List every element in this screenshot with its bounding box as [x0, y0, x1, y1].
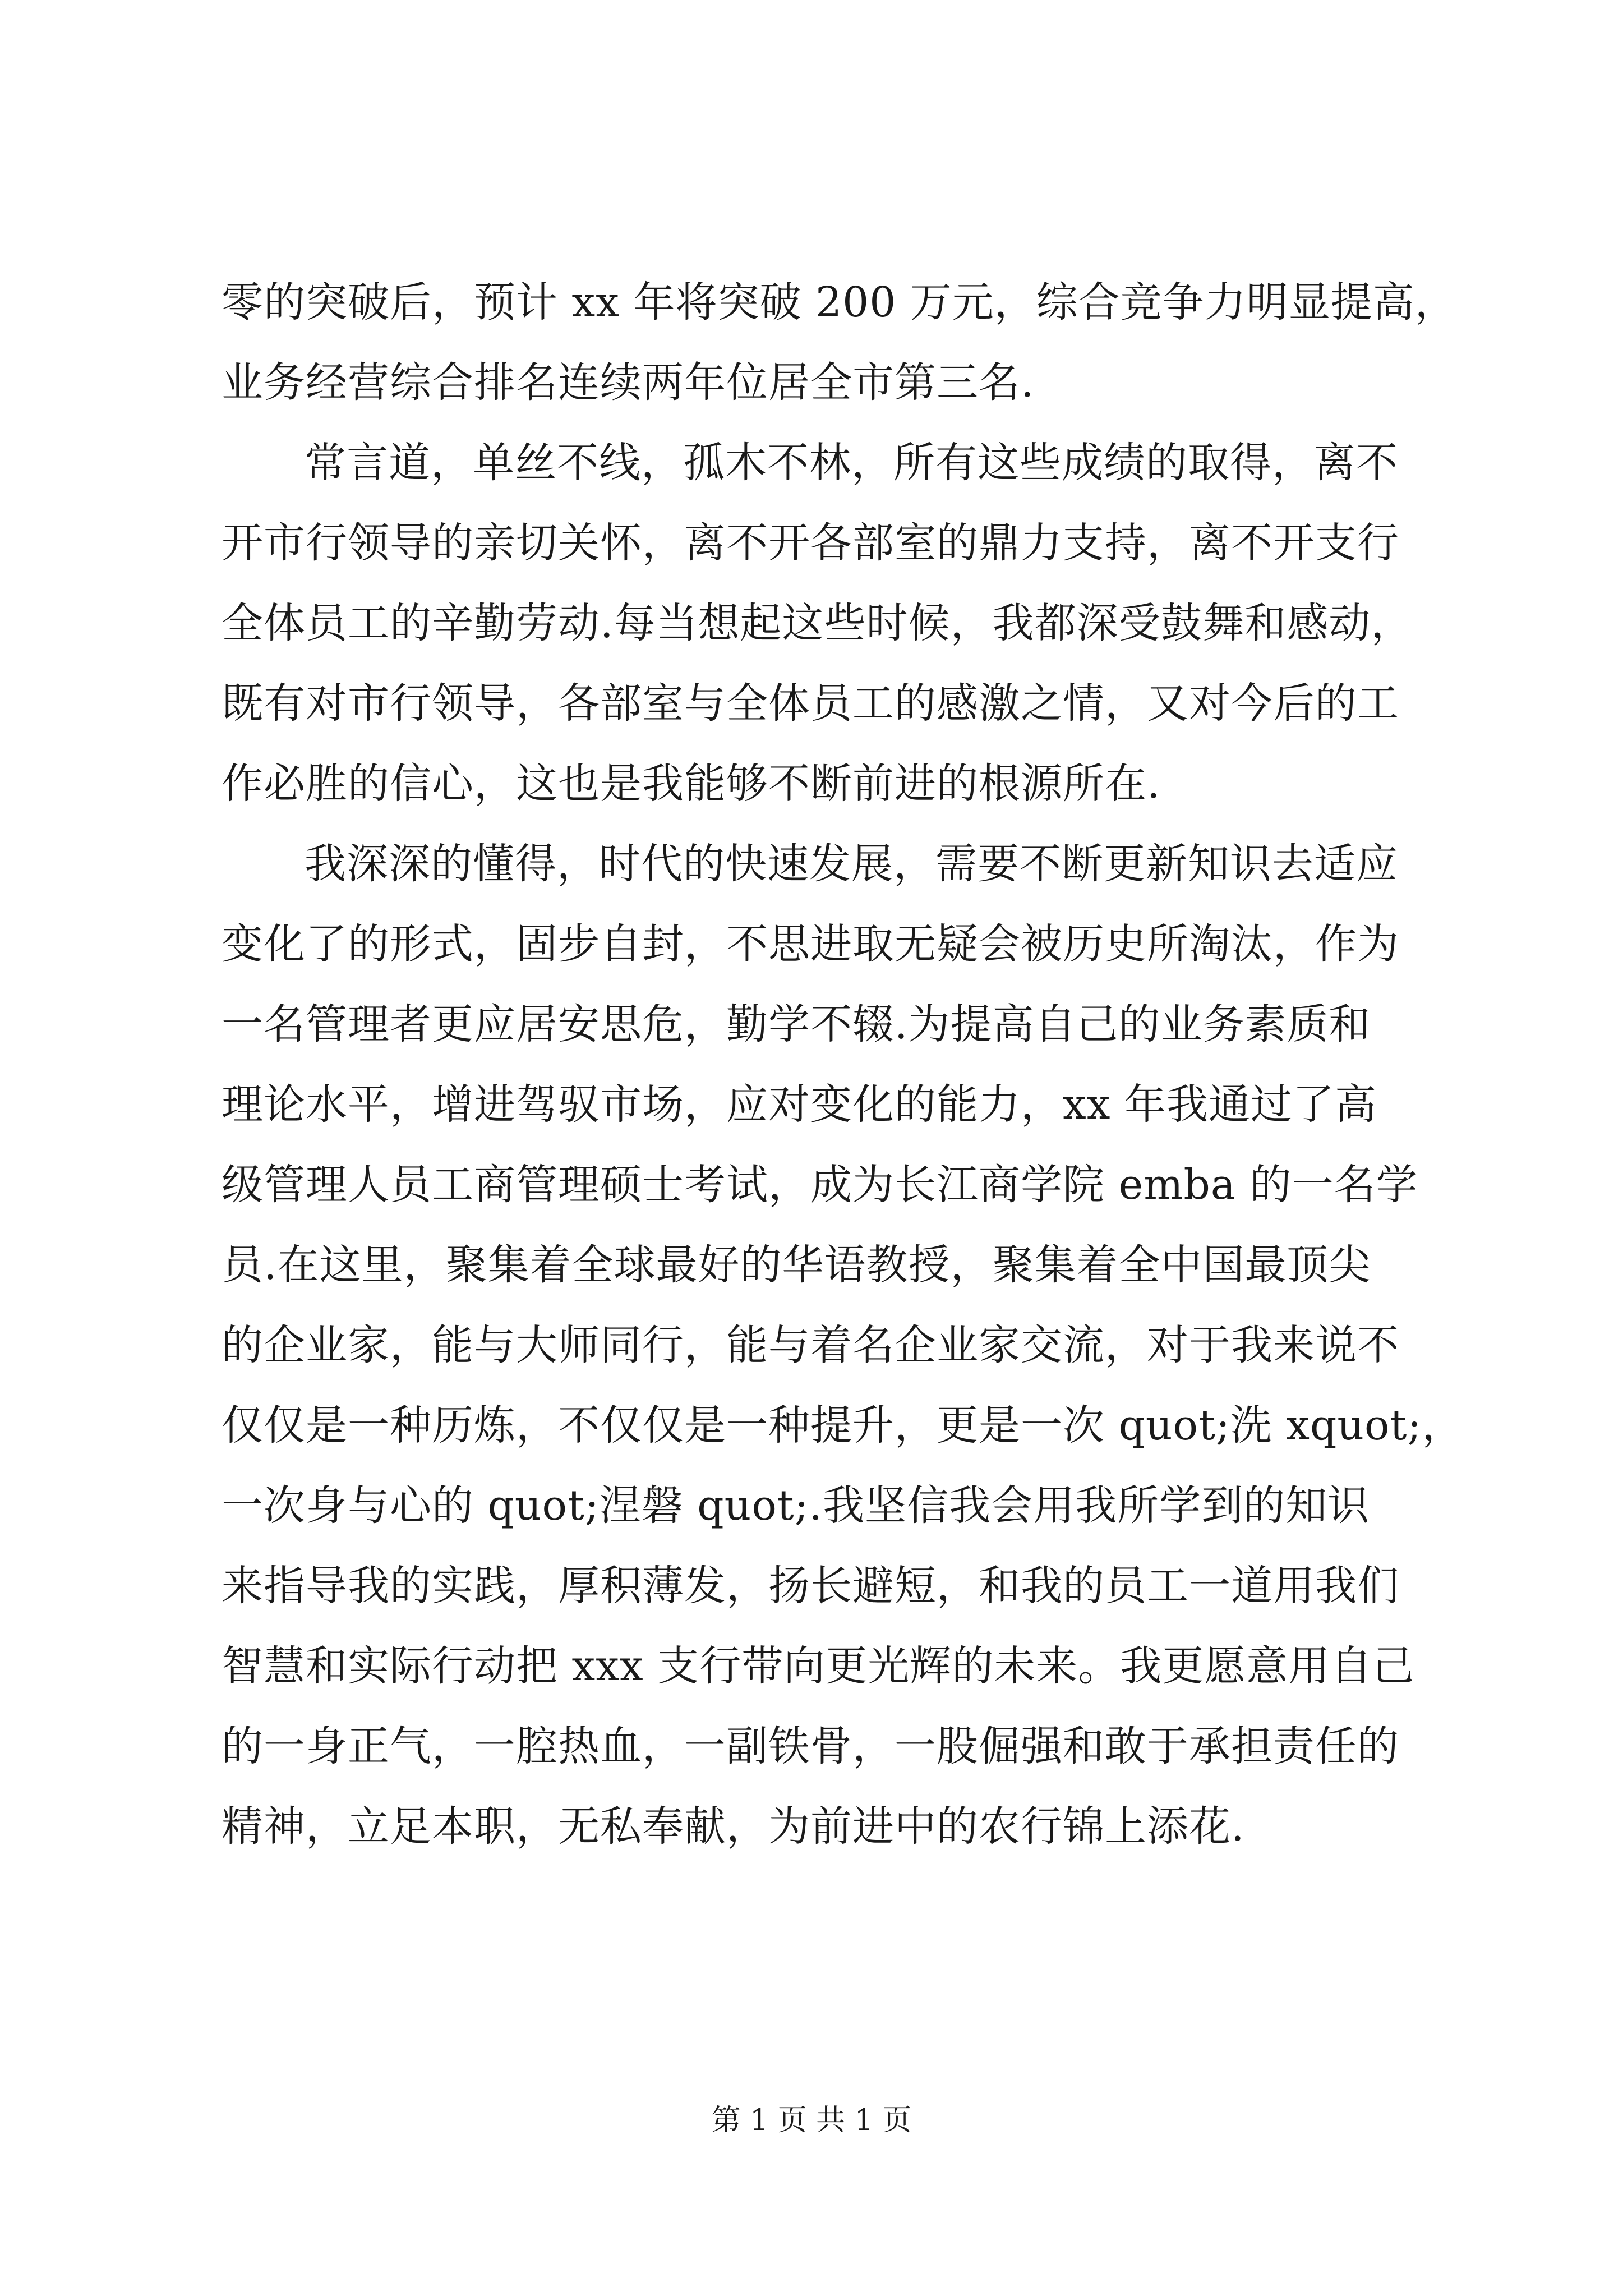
text-line: 开市行领导的亲切关怀，离不开各部室的鼎力支持，离不开支行 — [222, 519, 1399, 567]
text-line: 一次身与心的 quot;涅磐 quot;.我坚信我会用我所学到的知识 — [222, 1481, 1370, 1530]
text-line: 的企业家，能与大师同行，能与着名企业家交流，对于我来说不 — [222, 1321, 1399, 1369]
text-line: 业务经营综合排名连续两年位居全市第三名. — [222, 358, 1035, 407]
text-line: 员.在这里，聚集着全球最好的华语教授，聚集着全中国最顶尖 — [222, 1241, 1371, 1289]
paragraph-start-line: 我深深的懂得，时代的快速发展，需要不断更新知识去适应 — [305, 840, 1398, 888]
text-line: 变化了的形式，固步自封，不思进取无疑会被历史所淘汰，作为 — [222, 920, 1399, 968]
text-line: 一名管理者更应居安思危，勤学不辍.为提高自己的业务素质和 — [222, 1000, 1371, 1048]
text-line: 来指导我的实践，厚积薄发，扬长避短，和我的员工一道用我们 — [222, 1562, 1399, 1610]
text-line: 理论水平，增进驾驭市场，应对变化的能力，xx 年我通过了高 — [222, 1080, 1377, 1129]
page-footer: 第 1 页 共 1 页 — [711, 2104, 912, 2137]
text-line: 既有对市行领导，各部室与全体员工的感激之情，又对今后的工 — [222, 679, 1399, 728]
text-line: 级管理人员工商管理硕士考试，成为长江商学院 emba 的一名学 — [222, 1161, 1418, 1209]
document-body — [222, 263, 1464, 1867]
text-line: 作必胜的信心，这也是我能够不断前进的根源所在. — [222, 760, 1161, 808]
text-line: 全体员工的辛勤劳动.每当想起这些时候，我都深受鼓舞和感动， — [222, 599, 1413, 647]
text-line: 零的突破后，预计 xx 年将突破 200 万元，综合竞争力明显提高， — [222, 278, 1457, 326]
text-line: 智慧和实际行动把 xxx 支行带向更光辉的未来。我更愿意用自己 — [222, 1642, 1415, 1690]
text-line: 精神，立足本职，无私奉献，为前进中的农行锦上添花. — [222, 1802, 1245, 1851]
text-line: 的一身正气，一腔热血，一副铁骨，一股倔强和敢于承担责任的 — [222, 1722, 1399, 1770]
paragraph-start-line: 常言道，单丝不线，孤木不林，所有这些成绩的取得，离不 — [305, 439, 1398, 487]
text-line: 仅仅是一种历炼，不仅仅是一种提升，更是一次 quot;洗 xquot;， — [222, 1401, 1464, 1450]
